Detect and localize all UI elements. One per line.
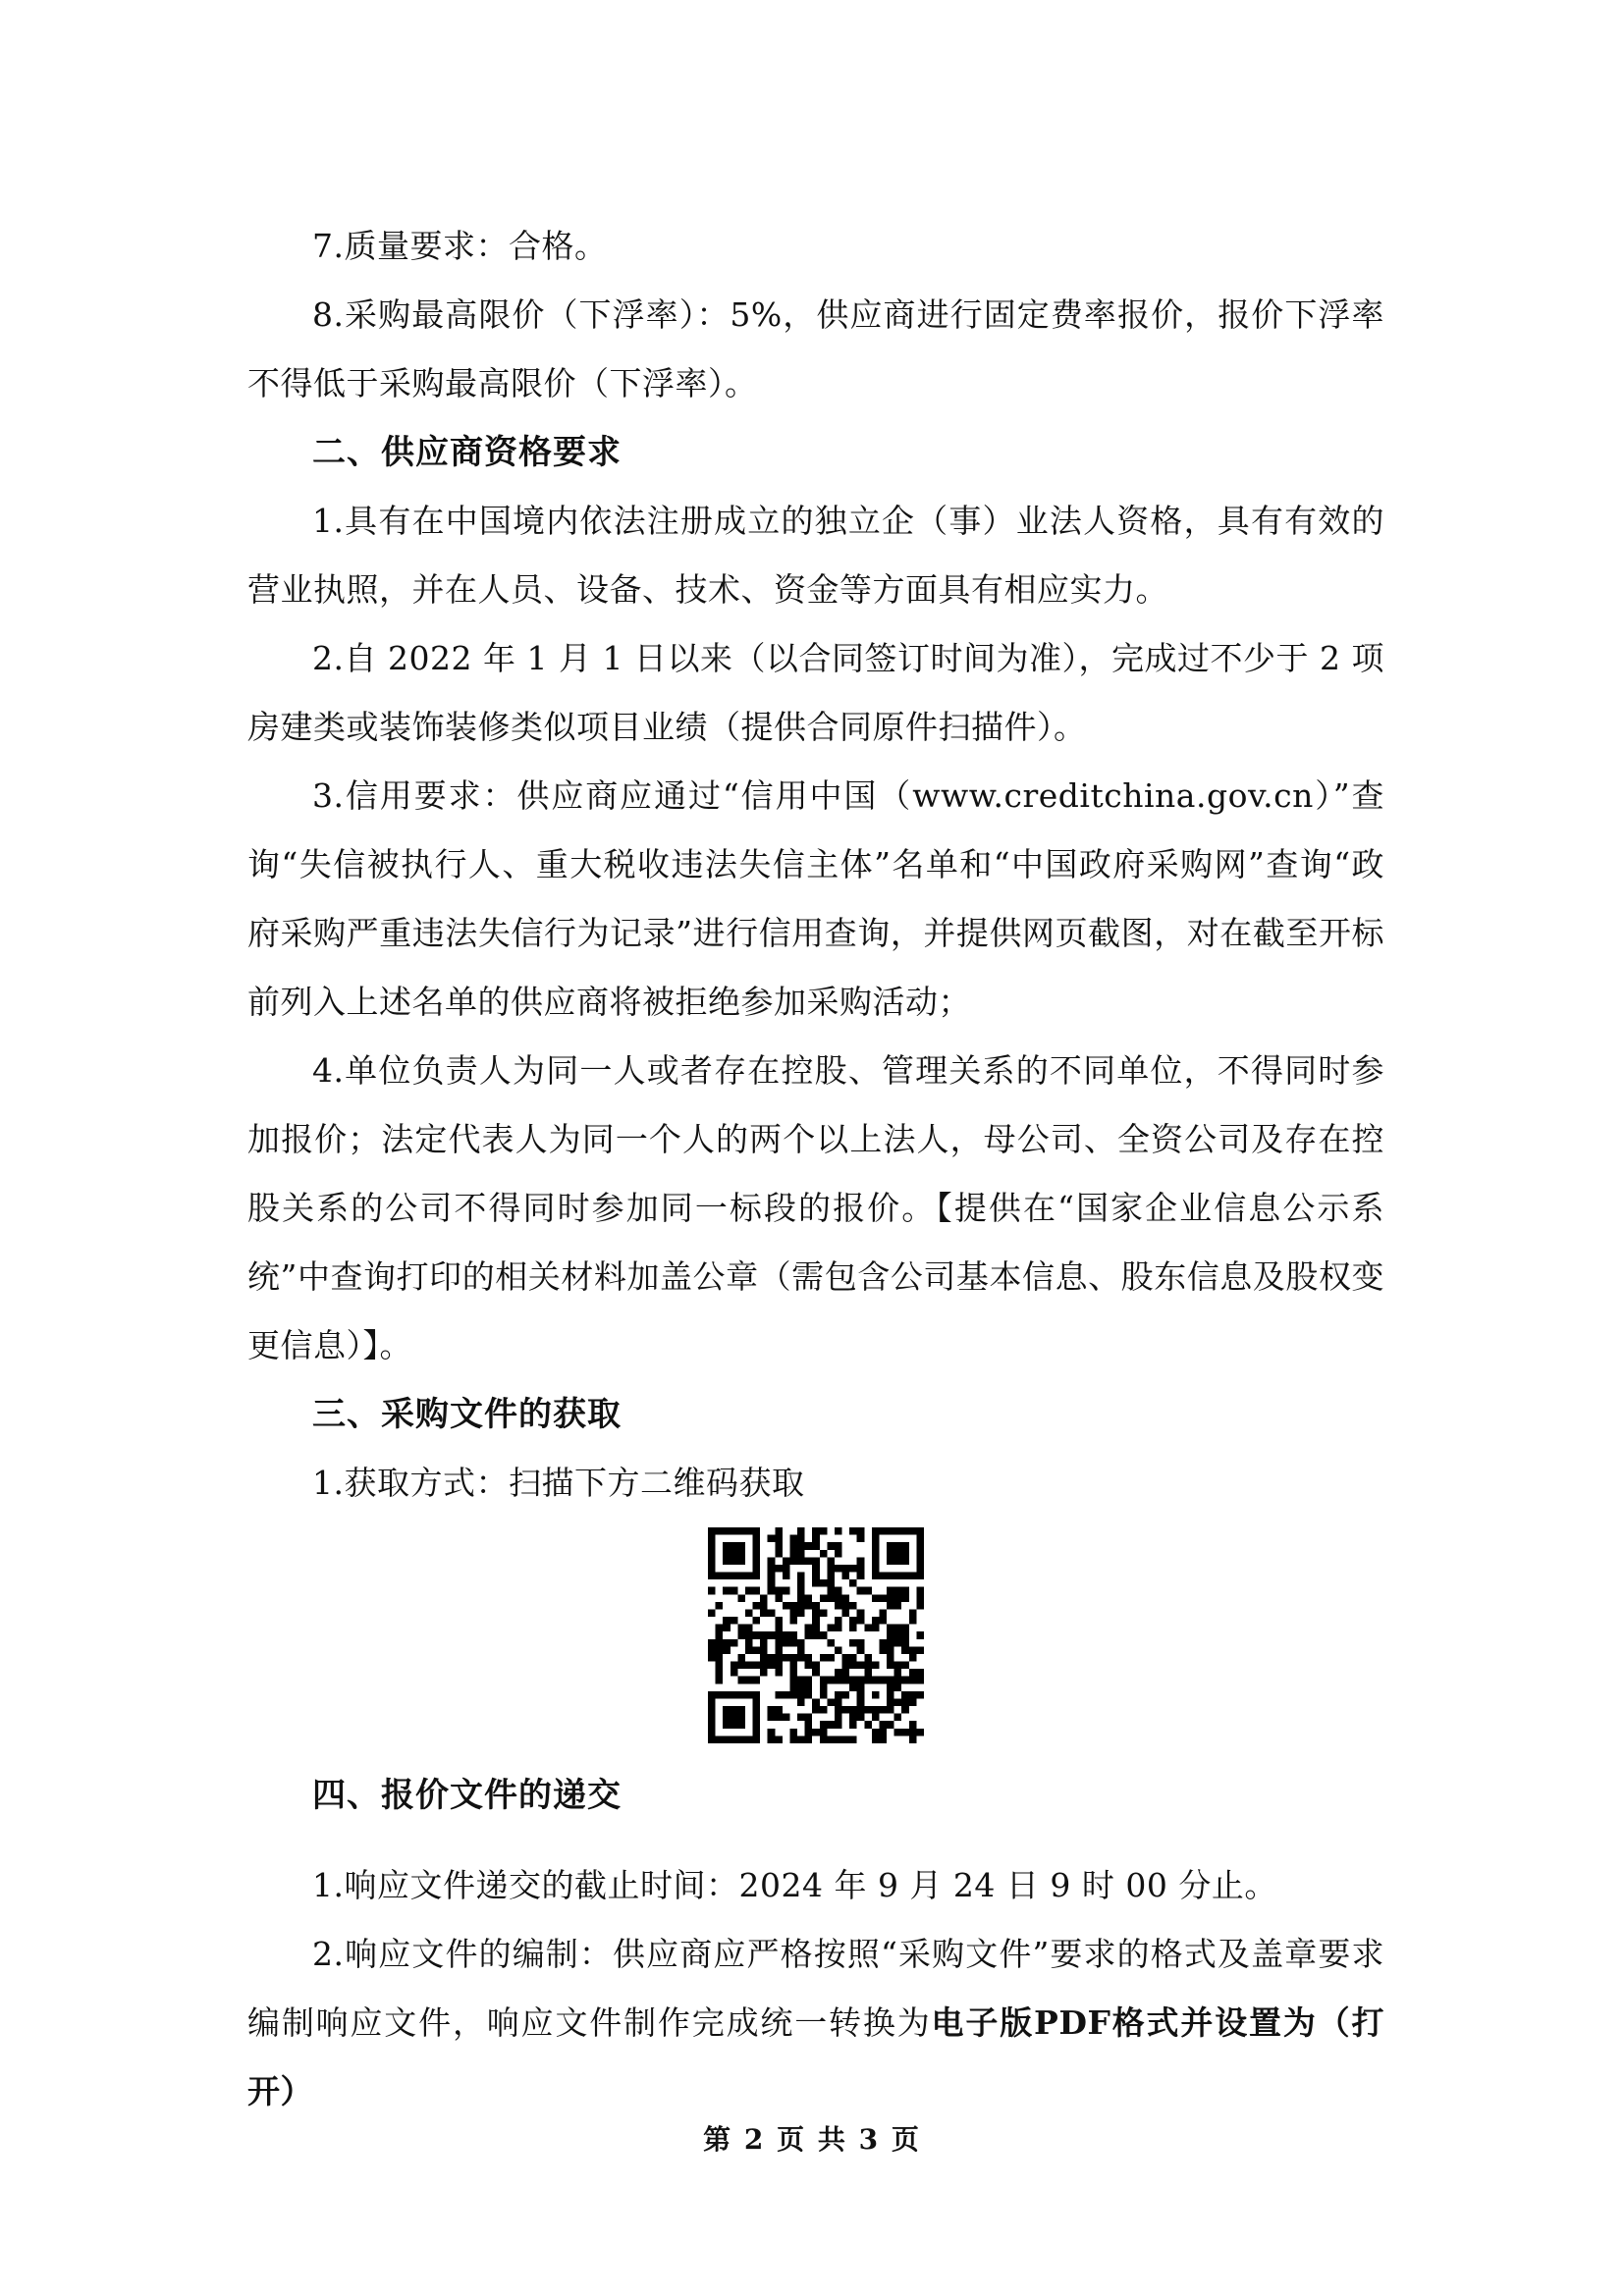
page-footer: 第 2 页 共 3 页 [703,2123,921,2156]
preparation-text: 2.响应文件的编制：供应商应严格按照“采购文件”要求的格式及盖章要求编制响应文件，响应文件制作完成统一转换为 [247,1935,1384,2042]
heading-obtain-documents: 三、采购文件的获取 [312,1395,622,1434]
preparation-emphasis: 电子版PDF格式并设置为（打开） [247,2003,1385,2110]
qr-code-icon [708,1527,924,1743]
paragraph-obtain-method: 1.获取方式：扫描下方二维码获取 [312,1464,805,1502]
paragraph-submit-deadline: 1.响应文件递交的截止时间：2024 年 9 月 24 日 9 时 00 分止。 [312,1866,1277,1904]
paragraph-qualification-4: 4.单位负责人为同一人或者存在控股、管理关系的不同单位，不得同时参加报价；法定代表人为同一个人的两个以上法人，母公司、全资公司及存在控股关系的公司不得同时参加同一标段的报价。【提供在“国家企业信息公示系统”中查询打印的相关材料加盖公章（需包含公司基本信息、股东信息及股权变更信息）】。 [247,1051,1384,1364]
paragraph-qualification-3: 3.信用要求：供应商应通过“信用中国（www.creditchina.gov.cn）”查询“失信被执行人、重大税收违法失信主体”名单和“中国政府采购网”查询“政府采购严重违法失信行为记录”进行信用查询，并提供网页截图，对在截至开标前列入上述名单的供应商将被拒绝参加采购活动； [247,776,1384,1021]
paragraph-qualification-2: 2.自 2022 年 1 月 1 日以来（以合同签订时间为准），完成过不少于 2 项房建类或装饰装修类似项目业绩（提供合同原件扫描件）。 [247,639,1384,746]
heading-supplier-qualification: 二、供应商资格要求 [312,433,622,472]
paragraph-submit-preparation [247,1920,1384,2126]
qr-code-container [247,1527,1384,1743]
paragraph-quality: 7.质量要求：合格。 [312,227,608,265]
paragraph-price-limit: 8.采购最高限价（下浮率）：5%，供应商进行固定费率报价，报价下浮率不得低于采购最高限价（下浮率）。 [247,295,1384,402]
heading-submit-quotation: 四、报价文件的递交 [312,1776,622,1815]
document-body [247,212,1384,2126]
paragraph-qualification-1: 1.具有在中国境内依法注册成立的独立企（事）业法人资格，具有有效的营业执照，并在人员、设备、技术、资金等方面具有相应实力。 [247,502,1384,609]
